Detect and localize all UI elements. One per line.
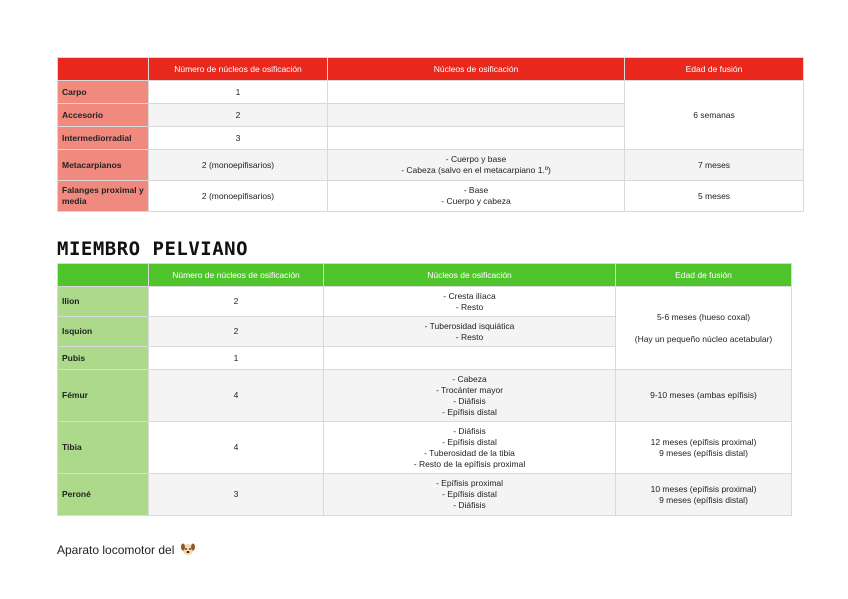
nuclei-list: - Cresta ilíaca - Resto [324, 287, 616, 317]
fusion-age: 12 meses (epífisis proximal) 9 meses (epífisis distal) [616, 422, 792, 474]
nuclei-count: 2 [149, 287, 324, 317]
nuclei-count: 2 [149, 317, 324, 347]
nuclei-count: 2 (monoepifisarios) [149, 181, 328, 212]
header-cell: Núcleos de osificación [328, 58, 625, 81]
row-label: Metacarpianos [58, 150, 149, 181]
fusion-age: 5-6 meses (hueso coxal) (Hay un pequeño núcleo acetabular) [616, 287, 792, 370]
table-row [58, 81, 804, 104]
footer-text: Aparato locomotor del [57, 543, 175, 557]
row-label: Carpo [58, 81, 149, 104]
nuclei-list: - Cabeza - Trocánter mayor - Diáfisis - Epífisis distal [324, 370, 616, 422]
table-row [58, 370, 792, 422]
header-cell: Edad de fusión [625, 58, 804, 81]
fusion-age: 7 meses [625, 150, 804, 181]
row-label: Ilion [58, 287, 149, 317]
nuclei-count: 1 [149, 347, 324, 370]
pelvic-limb-table [57, 263, 792, 516]
nuclei-list [324, 347, 616, 370]
nuclei-count: 2 (monoepifisarios) [149, 150, 328, 181]
nuclei-count: 4 [149, 370, 324, 422]
fusion-age: 9-10 meses (ambas epífisis) [616, 370, 792, 422]
fusion-age: 5 meses [625, 181, 804, 212]
row-label: Intermediorradial [58, 127, 149, 150]
nuclei-count: 1 [149, 81, 328, 104]
row-label: Tibia [58, 422, 149, 474]
row-label: Accesorio [58, 104, 149, 127]
section-title: MIEMBRO PELVIANO [57, 238, 249, 260]
nuclei-list [328, 81, 625, 104]
header-cell: Número de núcleos de osificación [149, 58, 328, 81]
thoracic-limb-table [57, 57, 804, 212]
table-row [58, 181, 804, 212]
nuclei-list: - Base - Cuerpo y cabeza [328, 181, 625, 212]
dog-icon [180, 541, 196, 557]
row-label: Fémur [58, 370, 149, 422]
nuclei-list: - Epífisis proximal - Epífisis distal - Diáfisis [324, 474, 616, 516]
header-cell: Número de núcleos de osificación [149, 264, 324, 287]
nuclei-list [328, 127, 625, 150]
header-cell: Edad de fusión [616, 264, 792, 287]
row-label: Isquion [58, 317, 149, 347]
table-row [58, 474, 792, 516]
row-label: Peroné [58, 474, 149, 516]
table-row [58, 422, 792, 474]
table-header-row [58, 58, 804, 81]
table-header-row [58, 264, 792, 287]
nuclei-list: - Tuberosidad isquiática - Resto [324, 317, 616, 347]
table-row [58, 287, 792, 317]
row-label: Pubis [58, 347, 149, 370]
header-cell: Núcleos de osificación [324, 264, 616, 287]
row-label: Falanges proximal y media [58, 181, 149, 212]
nuclei-list: - Cuerpo y base - Cabeza (salvo en el metacarpiano 1.º) [328, 150, 625, 181]
nuclei-count: 4 [149, 422, 324, 474]
nuclei-count: 2 [149, 104, 328, 127]
table-row [58, 150, 804, 181]
fusion-age: 10 meses (epífisis proximal) 9 meses (epífisis distal) [616, 474, 792, 516]
header-cell [58, 264, 149, 287]
nuclei-count: 3 [149, 474, 324, 516]
nuclei-list [328, 104, 625, 127]
nuclei-count: 3 [149, 127, 328, 150]
footer [57, 541, 196, 557]
nuclei-list: - Diáfisis - Epífisis distal - Tuberosidad de la tibia - Resto de la epífisis proximal [324, 422, 616, 474]
fusion-age: 6 semanas [625, 81, 804, 150]
header-cell [58, 58, 149, 81]
